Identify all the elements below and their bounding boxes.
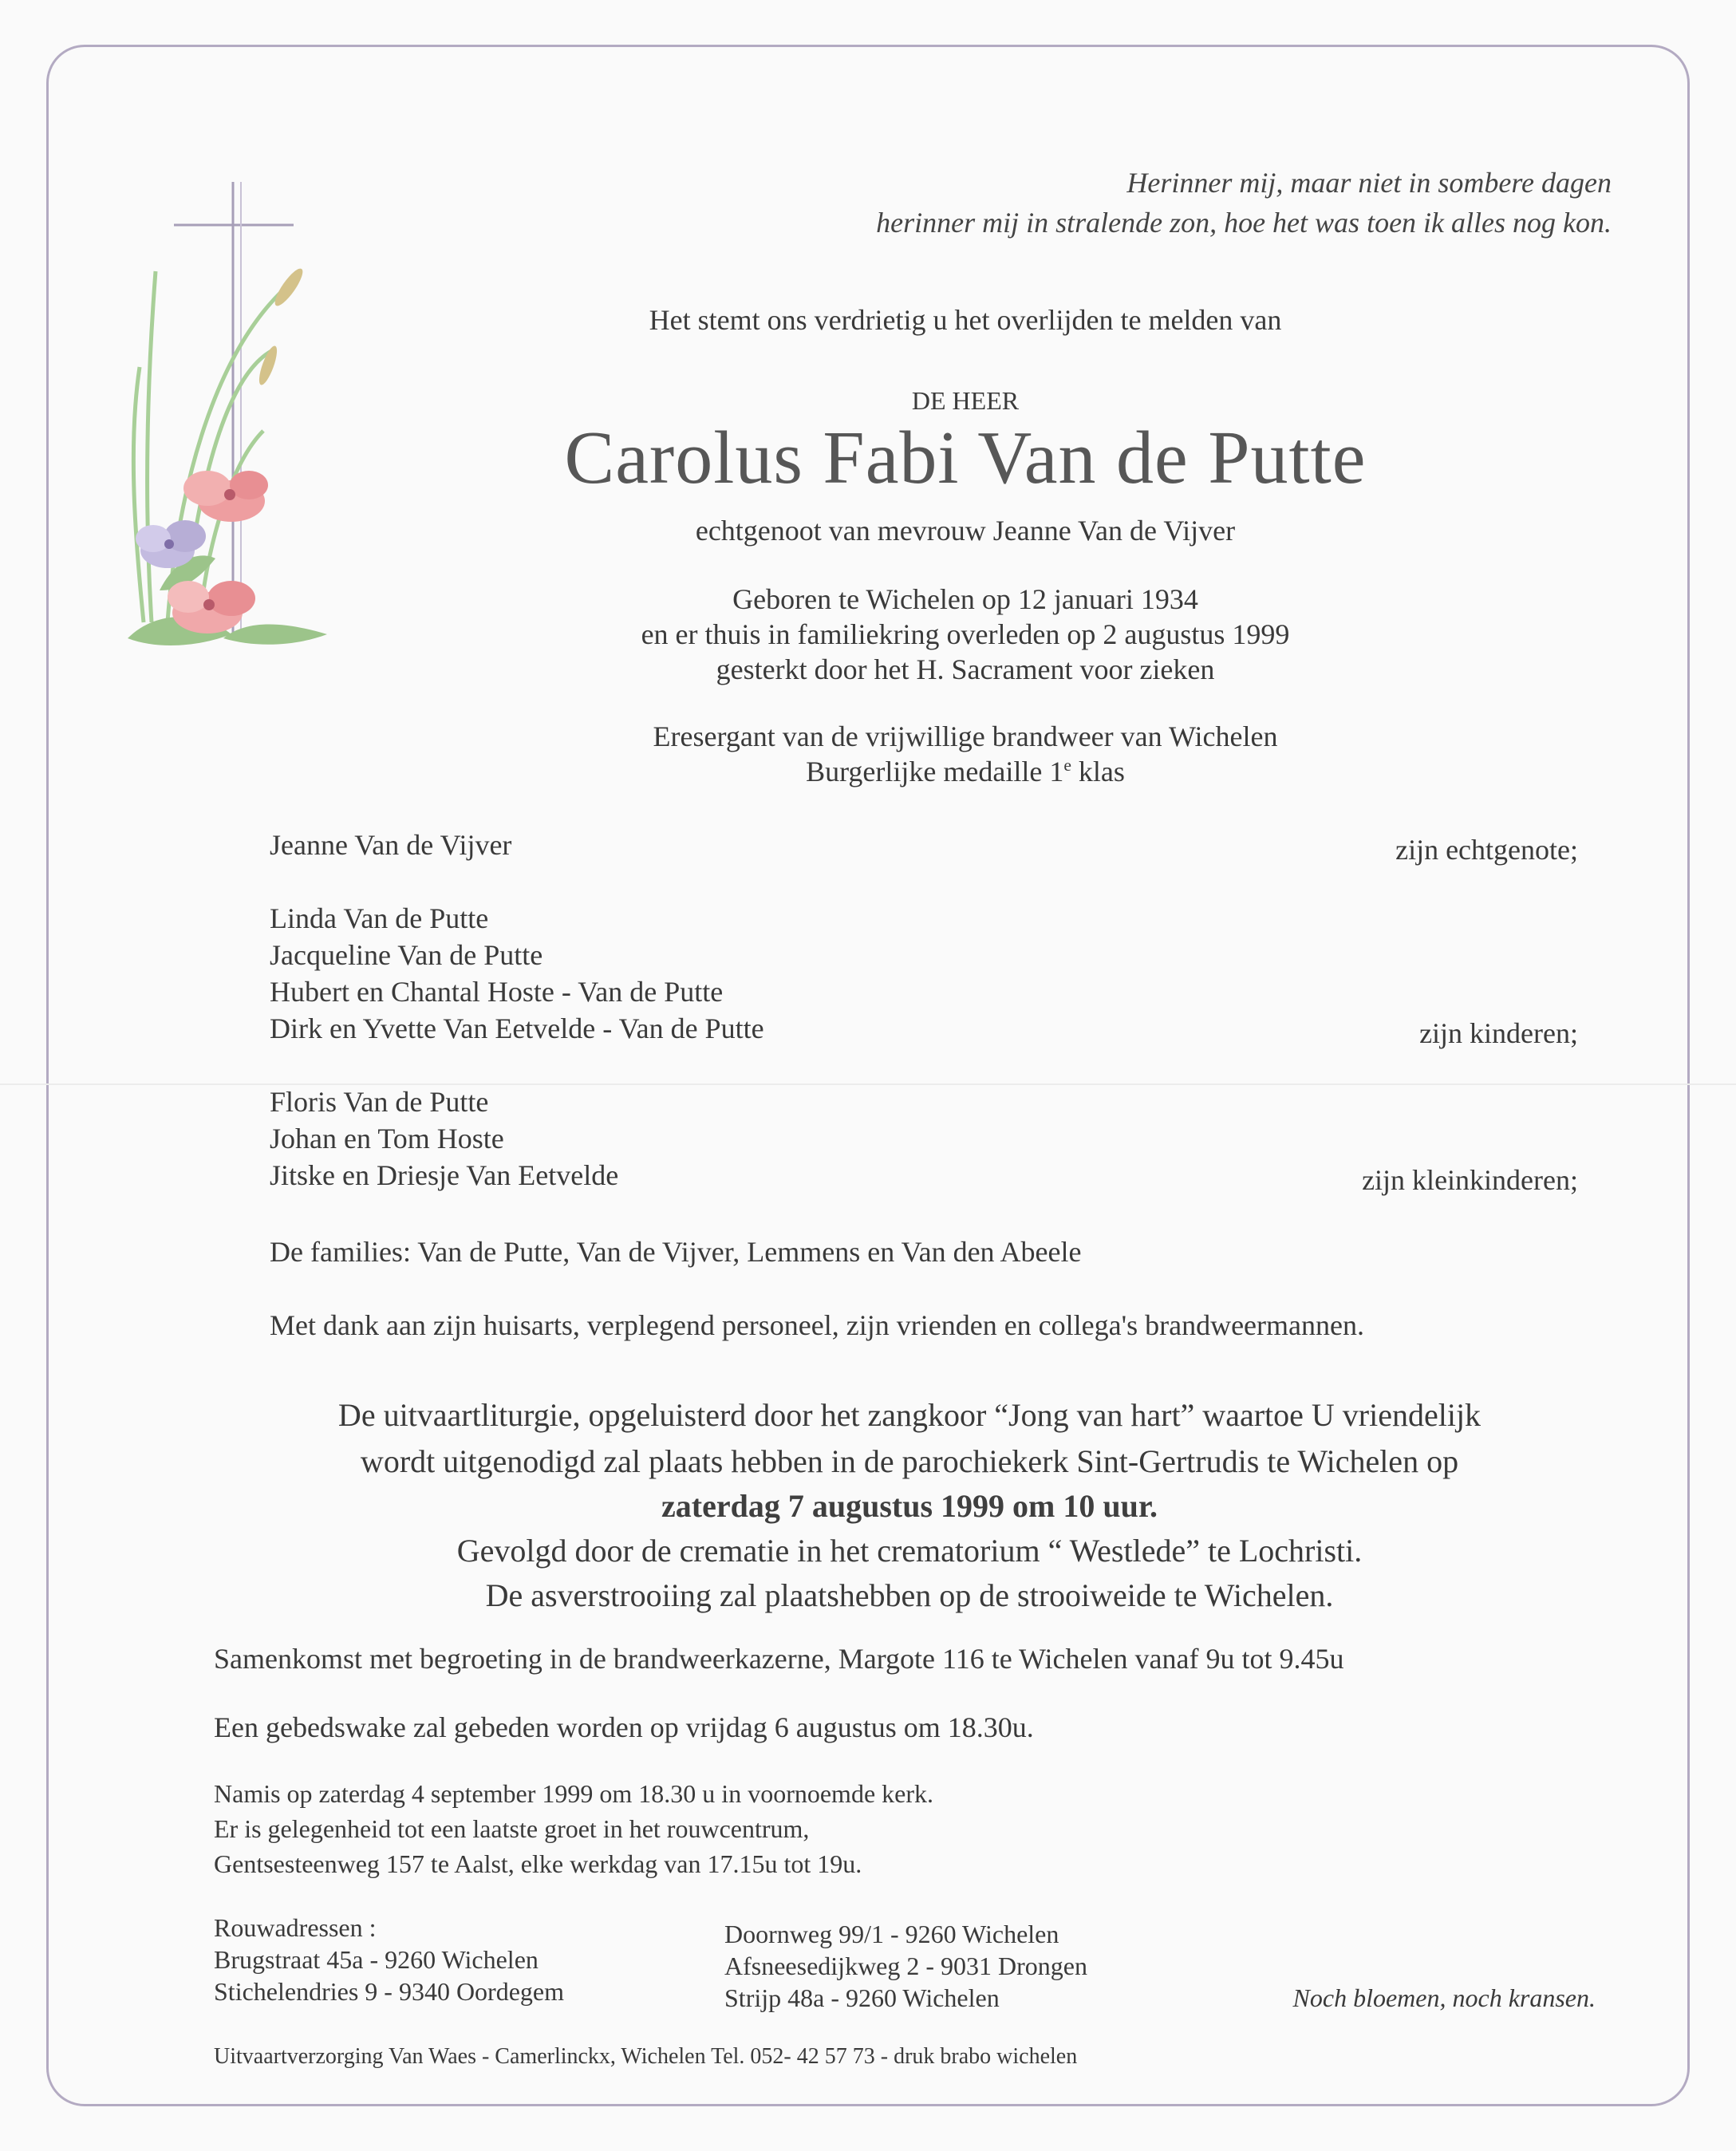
address-right-2: Afsneesedijkweg 2 - 9031 Drongen bbox=[724, 1952, 1087, 1980]
honor-line-1: Eresergant van de vrijwillige brandweer van Wichelen bbox=[653, 720, 1278, 752]
address-right-1: Doornweg 99/1 - 9260 Wichelen bbox=[724, 1920, 1059, 1948]
ash-scattering-line: De asverstrooiing zal plaatshebben op de strooiweide te Wichelen. bbox=[485, 1577, 1334, 1613]
addresses-heading: Rouwadressen : bbox=[214, 1913, 377, 1942]
child-4: Dirk en Yvette Van Eetvelde - Van de Putte bbox=[270, 1012, 764, 1044]
vigil-line: Een gebedswake zal gebeden worden op vrijdag 6 augustus om 18.30u. bbox=[214, 1711, 1034, 1743]
child-3: Hubert en Chantal Hoste - Van de Putte bbox=[270, 976, 724, 1008]
intro-text: Het stemt ons verdrietig u het overlijden te melden van bbox=[649, 304, 1282, 336]
address-left-1: Brugstraat 45a - 9260 Wichelen bbox=[214, 1945, 539, 1974]
address-left-2: Stichelendries 9 - 9340 Oordegem bbox=[214, 1977, 564, 2006]
poppy-flower-icon bbox=[183, 471, 268, 522]
funeral-line-1: De uitvaartliturgie, opgeluisterd door het zangkoor “Jong van hart” waartoe U vriendelijk bbox=[337, 1397, 1482, 1433]
pink-flower-icon bbox=[168, 581, 255, 633]
honor-line-2: Burgerlijke medaille 1e klas bbox=[806, 756, 1125, 787]
funeral-line-2: wordt uitgenodigd zal plaats hebben in de parochiekerk Sint-Gertrudis te Wichelen op bbox=[360, 1443, 1459, 1479]
families-line: De families: Van de Putte, Van de Vijver, Lemmens en Van den Abeele bbox=[270, 1236, 1082, 1268]
no-flowers-note: Noch bloemen, noch kransen. bbox=[1292, 1983, 1596, 2012]
death-line: en er thuis in familiekring overleden op 2 augustus 1999 bbox=[641, 618, 1290, 650]
cremation-line: Gevolgd door de crematie in het crematorium “ Westlede” te Lochristi. bbox=[456, 1533, 1363, 1569]
children-role: zijn kinderen; bbox=[1419, 1017, 1578, 1049]
grandchild-1: Floris Van de Putte bbox=[270, 1086, 489, 1118]
quote-line-1: Herinner mij, maar niet in sombere dagen bbox=[1126, 167, 1612, 199]
thanks-line: Met dank aan zijn huisarts, verplegend personeel, zijn vrienden en collega's brandweermannen. bbox=[270, 1309, 1364, 1341]
birth-line: Geboren te Wichelen op 12 januari 1934 bbox=[732, 583, 1198, 615]
later-line-1: Namis op zaterdag 4 september 1999 om 18.30 u in voornoemde kerk. bbox=[214, 1779, 933, 1808]
address-right-3: Strijp 48a - 9260 Wichelen bbox=[724, 1983, 1000, 2012]
quote-line-2: herinner mij in stralende zon, hoe het was toen ik alles nog kon. bbox=[876, 207, 1612, 239]
title-prefix: DE HEER bbox=[911, 386, 1020, 415]
wheat-ears-icon bbox=[256, 265, 307, 386]
grandchild-2: Johan en Tom Hoste bbox=[270, 1123, 504, 1154]
grandchild-3: Jitske en Driesje Van Eetvelde bbox=[270, 1159, 619, 1191]
child-1: Linda Van de Putte bbox=[270, 902, 489, 934]
funeral-date: zaterdag 7 augustus 1999 om 10 uur. bbox=[661, 1488, 1158, 1524]
later-line-3: Gentsesteenweg 157 te Aalst, elke werkdag van 17.15u tot 19u. bbox=[214, 1849, 862, 1878]
child-2: Jacqueline Van de Putte bbox=[270, 939, 543, 971]
spouse-name: Jeanne Van de Vijver bbox=[270, 829, 512, 861]
deceased-name: Carolus Fabi Van de Putte bbox=[564, 416, 1367, 499]
grandchildren-role: zijn kleinkinderen; bbox=[1362, 1164, 1578, 1196]
cross-with-flowers-illustration bbox=[112, 176, 335, 654]
grass-stems-icon bbox=[133, 271, 295, 622]
later-line-2: Er is gelegenheid tot een laatste groet in het rouwcentrum, bbox=[214, 1814, 810, 1843]
fold-line bbox=[0, 1083, 1736, 1085]
spouse-role: zijn echtgenote; bbox=[1395, 834, 1578, 866]
sacrament-line: gesterkt door het H. Sacrament voor zieken bbox=[716, 653, 1215, 685]
gathering-line: Samenkomst met begroeting in de brandweerkazerne, Margote 116 te Wichelen vanaf 9u tot 9.45u bbox=[214, 1643, 1344, 1675]
footer-undertaker: Uitvaartverzorging Van Waes - Camerlinckx, Wichelen Tel. 052- 42 57 73 - druk brabo wichelen bbox=[214, 2044, 1078, 2069]
spouse-line: echtgenoot van mevrouw Jeanne Van de Vijver bbox=[695, 515, 1236, 547]
